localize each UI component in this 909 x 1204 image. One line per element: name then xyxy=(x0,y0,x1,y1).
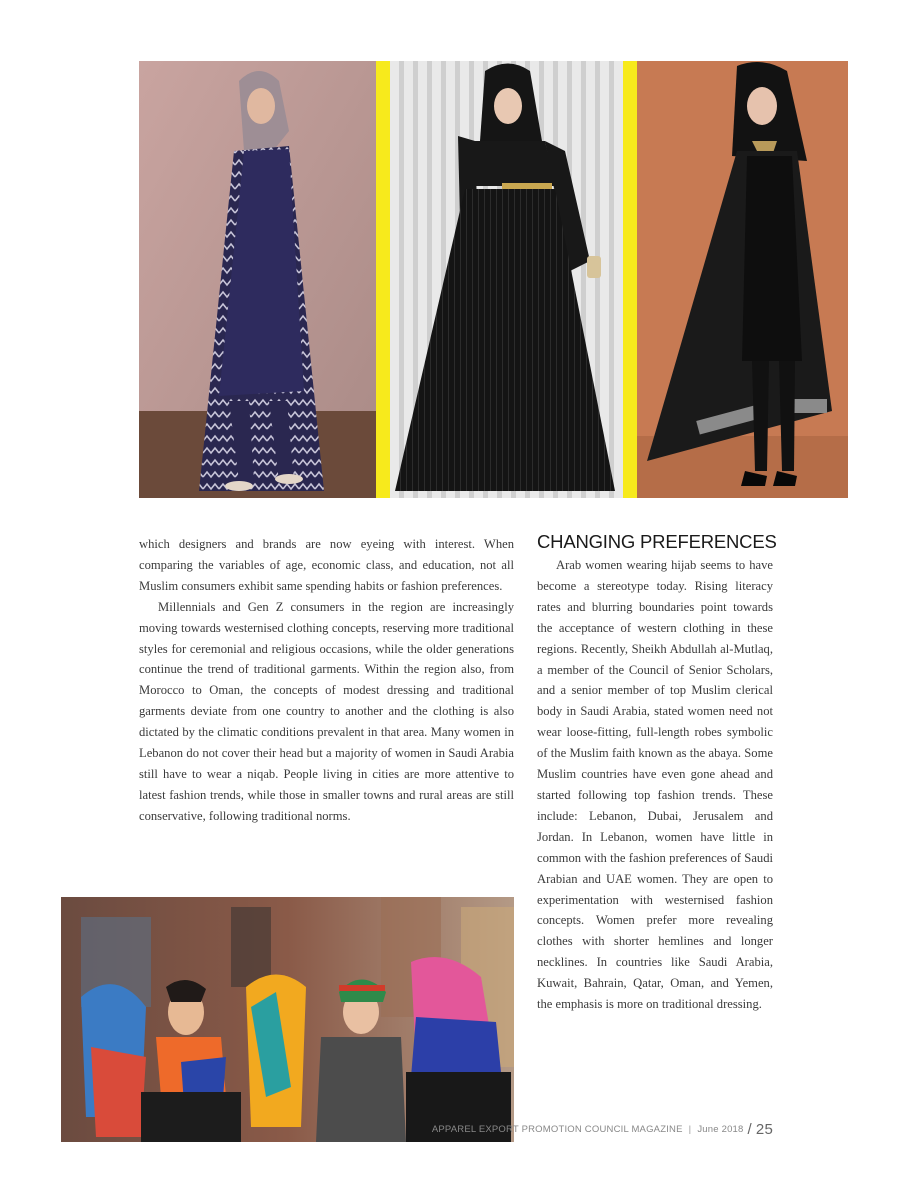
photo-abaya-navy xyxy=(139,61,376,498)
photo-abaya-black-pleated xyxy=(390,61,623,498)
section-heading: CHANGING PREFERENCES xyxy=(537,531,777,552)
photo-hijab-group xyxy=(61,897,514,1142)
issue-date: June 2018 xyxy=(697,1124,744,1135)
page-footer xyxy=(432,1121,773,1138)
yellow-divider-left xyxy=(376,61,390,498)
left-text-column xyxy=(139,534,514,827)
page-number: 25 xyxy=(755,1121,773,1138)
paragraph-intro-continued: which designers and brands are now eyeing with interest. When comparing the variables of age, economic class, and education, not all Muslim consumers exhibit same spending habits or fashion preferences. xyxy=(139,537,514,593)
paragraph-millennials: Millennials and Gen Z consumers in the region are increasingly moving towards westernised clothing concepts, reserving more traditional styles for ceremonial and religious occasions, while the older generations continue the trend of traditional garments. Within the region also, from Morocco to Oman, the concepts of modest dressing and traditional garments deviate from one country to another and the clothing is also dictated by the climatic conditions prevalent in that area. Many women in Lebanon do not cover their head but a majority of women in Saudi Arabia still have to wear a niqab. People living in cities are more attentive to latest fashion trends, while those in smaller towns and rural areas are still conservative, following traditional norms. xyxy=(139,599,514,823)
yellow-divider-right xyxy=(623,61,637,498)
paragraph-changing-preferences: Arab women wearing hijab seems to have become a stereotype today. Rising literacy rates and blurring boundaries point towards the acceptance of western clothing in these regions. Recently, Sheikh Abdullah al-Mutlaq, a member of the Council of Senior Scholars, and a senior member of top Muslim clerical body in Saudi Arabia, stated women need not wear loose-fitting, full-length robes symbolic of the Muslim faith known as the abaya. Some Muslim countries have even gone ahead and started following top fashion trends. These include: Lebanon, Dubai, Jerusalem and Jordan. In Lebanon, women have little in common with the fashion preferences of Saudi Arabian and UAE women. They are open to experimentation with westernised fashion concepts. Women prefer more revealing clothes with shorter hemlines and longer necklines. In countries like Saudi Arabia, Kuwait, Bahrain, Qatar, Oman, and Yemen, the emphasis is more on traditional dressing. xyxy=(537,558,773,1012)
footer-separator: | xyxy=(688,1124,692,1135)
page-slash: / xyxy=(747,1121,752,1138)
photo-abaya-black-open xyxy=(637,61,848,498)
right-text-column xyxy=(537,555,773,1015)
magazine-name: APPAREL EXPORT PROMOTION COUNCIL MAGAZINE xyxy=(431,1124,683,1135)
